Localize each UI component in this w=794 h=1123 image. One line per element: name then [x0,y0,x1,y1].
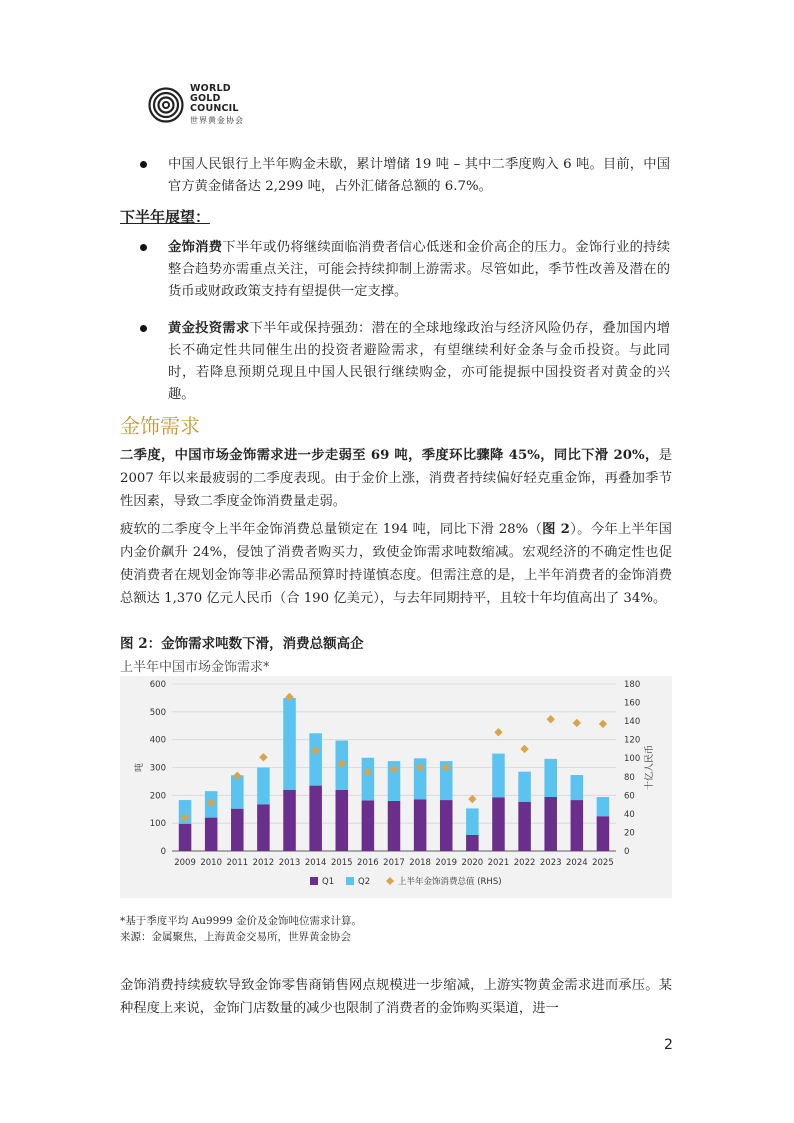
logo-line-3: COUNCIL [190,103,239,114]
figure-reference: 图 2 [542,522,570,537]
paragraph-text-b: ）。今年上半年国内金价飙升 24%，侵蚀了消费者购买力，致使金饰需求吨数缩减。宏观经济的不确定性也促使消费者在规划金饰等非必需品预算时持谨慎态度。但需注意的是，上半年消费者的金饰消费总额达 1,370 亿元人民币（合 190 亿美元），与去年同期持平，且较十年均值高出了 34%。 [120,522,672,606]
x-tick-label: 2011 [226,858,249,868]
bar-q1 [492,797,505,851]
bar-q2 [362,758,375,801]
legend-swatch-value [386,877,394,885]
y-right-tick-label: 0 [624,847,630,857]
legend-label-q1: Q1 [322,877,335,887]
logo-line-1: WORLD [190,83,231,94]
x-tick-label: 2024 [566,858,588,868]
bar-q2 [492,754,505,798]
logo-line-2: GOLD [190,93,221,104]
section-title: 金饰需求 [120,414,200,438]
value-marker [520,745,528,753]
y-tick-label: 0 [160,847,166,857]
y-right-tick-label: 100 [624,754,641,765]
y-axis-label: 吨 [135,762,145,773]
y-tick-label: 500 [149,707,166,718]
bar-q1 [518,802,531,851]
y-right-tick-label: 80 [624,772,635,783]
bullet-jewellery-outlook [140,237,670,303]
bar-q2 [571,775,584,800]
bar-q1 [571,800,584,851]
bar-q2 [231,775,244,808]
paragraph-bold-lead: 二季度，中国市场金饰需求进一步走弱至 69 吨，季度环比骤降 45%，同比下滑 20%， [120,448,659,463]
bullet-investment-outlook [140,318,670,406]
x-tick-label: 2010 [200,858,222,868]
bar-q1 [231,809,244,851]
bar-q1 [440,800,453,851]
bar-q1 [179,824,192,851]
bar-q1 [362,800,375,851]
x-tick-label: 2021 [487,858,510,868]
bullet-text: 下半年或仍将继续面临消费者信心低迷和金价高企的压力。金饰行业的持续整合趋势亦需重点关注，可能会持续抑制上游需求。尽管如此，季节性改善及潜在的货币或财政政策支持有望提供一定支撑。 [168,240,671,299]
value-marker [468,795,476,803]
bar-q2 [309,733,322,785]
y-right-tick-label: 120 [624,735,641,746]
x-tick-label: 2012 [252,858,275,868]
bar-q1 [335,790,348,851]
bar-q1 [466,835,479,851]
y-right-tick-label: 60 [624,791,635,802]
y-right-tick-label: 160 [624,698,641,709]
bullet-pboc-purchases [140,154,670,198]
legend-label-q2: Q2 [358,877,371,887]
x-tick-label: 2025 [592,858,614,868]
y-tick-label: 300 [149,763,166,774]
jewellery-demand-chart [120,676,672,898]
bullet-text: 下半年或保持强劲：潜在的全球地缘政治与经济风险仍存，叠加国内增长不确定性共同催生出的投资者避险需求，有望继续利好金条与金币投资。与此同时，若降息预期兑现且中国人民银行继续购金，亦可能提振中国投资者对黄金的兴趣。 [168,321,671,402]
bullet-dot-icon [140,325,147,332]
y-tick-label: 200 [149,791,166,802]
x-tick-label: 2009 [174,858,196,868]
paragraph-q2-summary [120,444,672,513]
x-tick-label: 2020 [461,858,484,868]
figure-footnote: *基于季度平均 Au9999 金价及金饰吨位需求计算。 [120,915,362,927]
y-tick-label: 100 [149,819,166,830]
logo-chinese-name: 世界黄金协会 [190,116,244,125]
y-right-tick-label: 40 [624,809,635,820]
bar-q2 [597,797,610,816]
y-tick-label: 400 [149,735,166,746]
chart-svg [120,676,672,898]
bar-q2 [466,808,479,834]
legend-label-value: 上半年金饰消费总值 (RHS) [398,877,502,887]
bar-q1 [309,786,322,851]
x-tick-label: 2017 [383,858,405,868]
bar-q1 [388,801,401,851]
bullet-text: 中国人民银行上半年购金未歇，累计增储 19 吨 – 其中二季度购入 6 吨。目前，中国官方黄金储备达 2,299 吨，占外汇储备总额的 6.7%。 [168,157,670,194]
bullet-dot-icon [140,161,147,168]
legend-swatch-q1 [310,877,318,885]
page-number: 2 [664,1037,673,1053]
bar-q1 [257,804,270,851]
bullet-dot-icon [140,244,147,251]
value-marker [573,719,581,727]
y-right-tick-label: 180 [624,680,641,690]
bullet-bold-label: 黄金投资需求 [168,321,250,336]
x-tick-label: 2013 [278,858,301,868]
x-tick-label: 2022 [513,858,536,868]
figure-source: 来源：金属聚焦，上海黄金交易所，世界黄金协会 [120,931,351,943]
value-marker [494,728,502,736]
bar-q1 [597,816,610,851]
y-right-tick-label: 140 [624,717,641,728]
bar-q1 [544,797,557,851]
value-marker [547,715,555,723]
bar-q2 [544,759,557,797]
x-tick-label: 2016 [357,858,379,868]
logo-rings-icon [148,87,184,123]
x-tick-label: 2014 [304,858,327,868]
x-tick-label: 2018 [409,858,431,868]
value-marker [599,720,607,728]
figure-subtitle: 上半年中国市场金饰需求* [120,660,270,675]
legend-swatch-q2 [346,877,354,885]
x-tick-label: 2015 [330,858,353,868]
y-tick-label: 600 [149,680,166,690]
y-right-tick-label: 20 [624,828,635,839]
paragraph-retail-contraction: 金饰消费持续疲软导致金饰零售商销售网点规模进一步缩减，上游实物黄金需求进而承压。某种程度上来说，金饰门店数量的减少也限制了消费者的金饰购买渠道，进一 [120,978,672,1016]
paragraph-h1-summary [120,518,672,610]
figure-title: 图 2：金饰需求吨数下滑，消费总额高企 [120,636,364,652]
bar-q2 [257,768,270,805]
y-right-axis-label: 十亿人民币 [645,744,655,791]
paragraph-text: 是 2007 年以来最疲弱的二季度表现。由于金价上涨，消费者持续偏好轻克重金饰，再叠加季节性因素，导致二季度金饰消费量走弱。 [120,448,672,509]
bar-q1 [414,800,427,851]
bullet-bold-label: 金饰消费 [168,240,223,255]
x-tick-label: 2019 [435,858,458,868]
bar-q2 [518,772,531,802]
bar-q1 [205,818,218,851]
bar-q1 [283,790,296,851]
outlook-heading: 下半年展望： [120,208,211,226]
value-marker [259,753,267,761]
x-tick-label: 2023 [539,858,562,868]
paragraph-text-a: 疲软的二季度令上半年金饰消费总量锁定在 194 吨，同比下滑 28%（ [120,522,543,537]
world-gold-council-logo [148,84,244,126]
bar-q2 [283,698,296,790]
